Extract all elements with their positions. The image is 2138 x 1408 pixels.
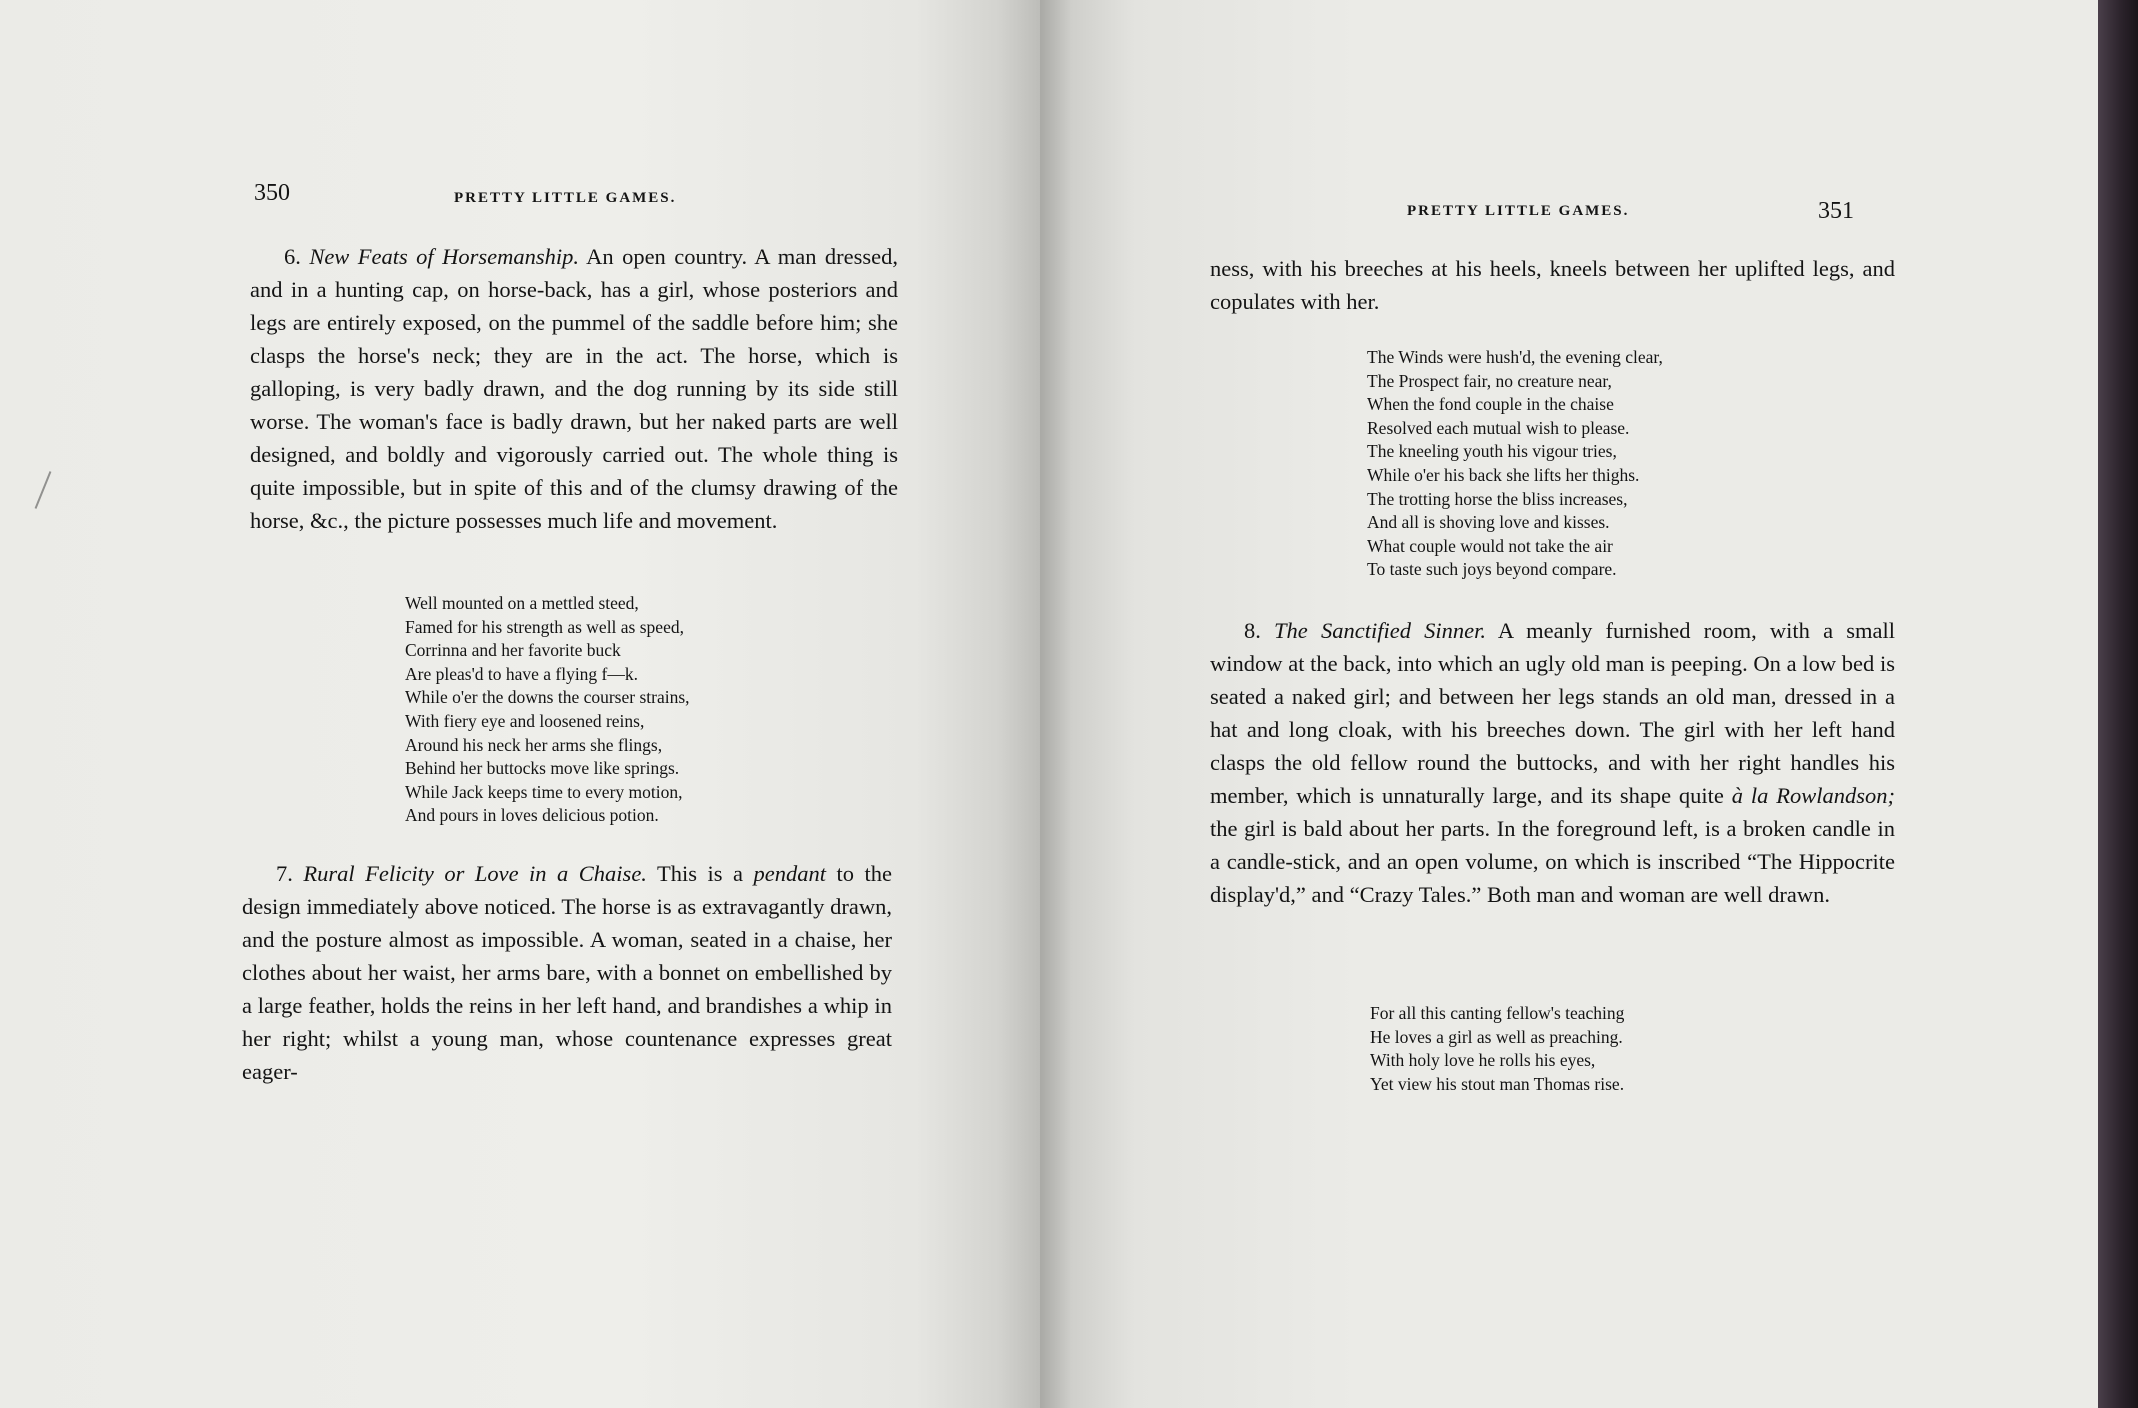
verse-line: Resolved each mutual wish to please. bbox=[1367, 417, 1630, 438]
pencil-mark bbox=[35, 471, 52, 509]
entry-8-number: 8. bbox=[1244, 618, 1261, 643]
verse-line: Are pleas'd to have a flying f—k. bbox=[405, 663, 639, 684]
entry-7-title: Rural Felicity or Love in a Chaise. bbox=[303, 861, 647, 886]
entry-7 bbox=[242, 857, 892, 1088]
running-head-right: PRETTY LITTLE GAMES. bbox=[1407, 203, 1630, 219]
verse-line: The trotting horse the bliss increases, bbox=[1367, 488, 1628, 509]
left-page bbox=[0, 0, 1040, 1408]
entry-7-continuation bbox=[1210, 252, 1895, 318]
verse-line: The Prospect fair, no creature near, bbox=[1367, 370, 1612, 391]
verse-line: Behind her buttocks move like springs. bbox=[405, 758, 680, 779]
verse-line: The kneeling youth his vigour tries, bbox=[1367, 441, 1617, 462]
verse-line: And pours in loves delicious potion. bbox=[405, 805, 659, 826]
verse-line: While Jack keeps time to every motion, bbox=[405, 781, 683, 802]
verse-1 bbox=[405, 592, 690, 828]
entry-6-title: New Feats of Horsemanship. bbox=[309, 244, 579, 269]
verse-line: When the fond couple in the chaise bbox=[1367, 394, 1614, 415]
verse-line: While o'er the downs the courser strains, bbox=[405, 687, 690, 708]
verse-line: Corrinna and her favorite buck bbox=[405, 640, 621, 661]
verse-line: What couple would not take the air bbox=[1367, 535, 1613, 556]
entry-7-body-b: to the design immediately above noticed. The horse is as extravagantly drawn, and the posture almost as impossible. A woman, seated in a chaise, her clothes about her waist, her arms bare, with a bonnet on embellished by a large feather, holds the reins in her left hand, and brandishes a whip in her right; whilst a young man, whose countenance expresses great eager- bbox=[242, 861, 893, 1084]
entry-8-body-a: A meanly furnished room, with a small window at the back, into which an ugly old man is peeping. On a low bed is seated a naked girl; and between her legs stands an old man, dressed in a hat and long cloak, with his breeches down. The girl with her left hand clasps the old fellow round the buttocks, and with her right handles his member, which is unnaturally large, and its shape quite bbox=[1210, 618, 1895, 808]
page-number-left: 350 bbox=[254, 180, 290, 206]
entry-7-number: 7. bbox=[276, 861, 293, 886]
verse-line: Yet view his stout man Thomas rise. bbox=[1370, 1073, 1625, 1094]
verse-line: Famed for his strength as well as speed, bbox=[405, 616, 684, 637]
entry-6 bbox=[250, 240, 898, 537]
entry-8-title: The Sanctified Sinner. bbox=[1274, 618, 1486, 643]
entry-6-number: 6. bbox=[284, 244, 301, 269]
verse-line: For all this canting fellow's teaching bbox=[1370, 1003, 1625, 1023]
verse-line: While o'er his back she lifts her thighs. bbox=[1367, 464, 1640, 485]
entry-7-body-a: This is a bbox=[657, 861, 744, 886]
verse-line: To taste such joys beyond compare. bbox=[1367, 559, 1617, 580]
right-page bbox=[1040, 0, 2098, 1408]
verse-line: Well mounted on a mettled steed, bbox=[405, 593, 639, 613]
entry-8 bbox=[1210, 614, 1895, 911]
verse-line: And all is shoving love and kisses. bbox=[1367, 512, 1610, 533]
continuation-text: ness, with his breeches at his heels, kneels between her uplifted legs, and copulates with her. bbox=[1210, 256, 1895, 314]
running-head-left: PRETTY LITTLE GAMES. bbox=[454, 190, 677, 206]
entry-8-a-la: à la Rowlandson; bbox=[1731, 783, 1895, 808]
book-edge bbox=[2098, 0, 2138, 1408]
verse-line: The Winds were hush'd, the evening clear, bbox=[1367, 347, 1663, 367]
page-number-right: 351 bbox=[1818, 198, 1854, 224]
entry-8-body-b: the girl is bald about her parts. In the foreground left, is a broken candle in a candle-stick, and an open volume, on which is inscribed “The Hippocrite display'd,” and “Crazy Tales.” Both man and woman are well drawn. bbox=[1210, 816, 1895, 907]
verse-3 bbox=[1370, 1002, 1624, 1096]
verse-line: Around his neck her arms she flings, bbox=[405, 734, 663, 755]
entry-6-body: An open country. A man dressed, and in a hunting cap, on horse-back, has a girl, whose posteriors and legs are entirely exposed, on the pummel of the saddle before him; she clasps the horse's neck; they are in the act. The horse, which is galloping, is very badly drawn, and the dog running by its side still worse. The woman's face is badly drawn, but her naked parts are well designed, and boldly and vigorously carried out. The whole thing is quite impossible, but in spite of this and of the clumsy drawing of the horse, &c., the picture possesses much life and movement. bbox=[250, 244, 898, 533]
verse-2 bbox=[1367, 346, 1663, 582]
verse-line: With holy love he rolls his eyes, bbox=[1370, 1050, 1596, 1071]
verse-line: With fiery eye and loosened reins, bbox=[405, 710, 645, 731]
verse-line: He loves a girl as well as preaching. bbox=[1370, 1026, 1623, 1047]
entry-7-pendant: pendant bbox=[753, 861, 827, 886]
